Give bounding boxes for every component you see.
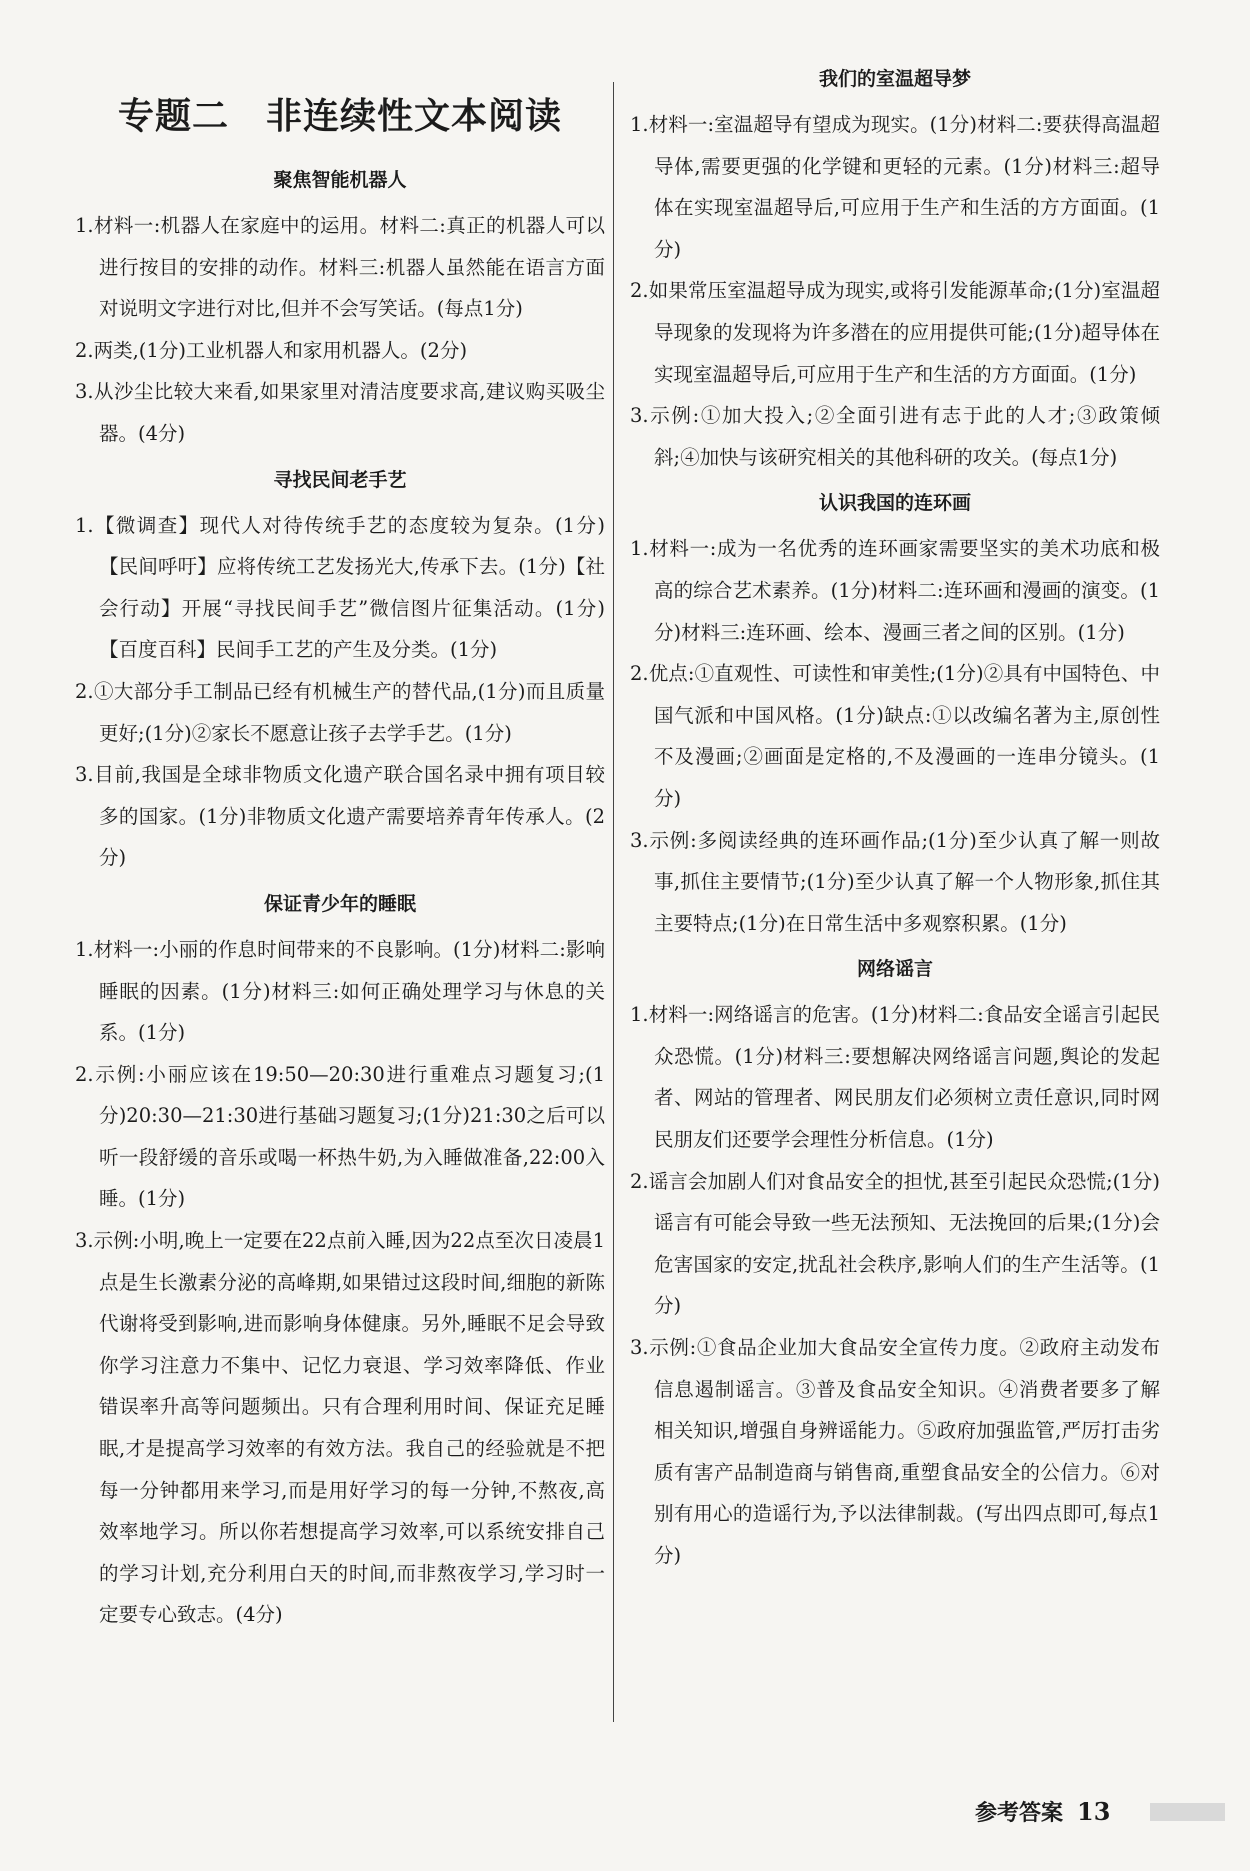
answer-item: 1.材料一:网络谣言的危害。(1分)材料二:食品安全谣言引起民众恐慌。(1分)材料三:要想解决网络谣言问题,舆论的发起者、网站的管理者、网民朋友们必须树立责任意识,同时网民朋友们还要学会理性分析信息。(1分) <box>630 1003 1160 1152</box>
answer-item: 3.示例:①食品企业加大食品安全宣传力度。②政府主动发布信息遏制谣言。③普及食品安全知识。④消费者要多了解相关知识,增强自身辨谣能力。⑤政府加强监管,严厉打击劣质有害产品制造商与销售商,重塑食品安全的公信力。⑥对别有用心的造谣行为,予以法律制裁。(写出四点即可,每点1分) <box>630 1336 1160 1567</box>
left-sections <box>75 161 605 1636</box>
answer-item: 1.材料一:成为一名优秀的连环画家需要坚实的美术功底和极高的综合艺术素养。(1分)材料二:连环画和漫画的演变。(1分)材料三:连环画、绘本、漫画三者之间的区别。(1分) <box>630 537 1160 644</box>
answer-item: 3.示例:多阅读经典的连环画作品;(1分)至少认真了解一则故事,抓住主要情节;(1分)至少认真了解一个人物形象,抓住其主要特点;(1分)在日常生活中多观察积累。(1分) <box>630 828 1160 935</box>
answer-item: 1.材料一:机器人在家庭中的运用。材料二:真正的机器人可以进行按目的安排的动作。材料三:机器人虽然能在语言方面对说明文字进行对比,但并不会写笑话。(每点1分) <box>75 214 605 321</box>
column-divider <box>613 82 614 1722</box>
answer-item: 3.示例:①加大投入;②全面引进有志于此的人才;③政策倾斜;④加快与该研究相关的其他科研的攻关。(每点1分) <box>630 404 1160 469</box>
page-title: 专题二 非连续性文本阅读 <box>117 96 562 137</box>
footer-decoration <box>1150 1803 1225 1821</box>
section-title: 网络谣言 <box>856 958 933 981</box>
answer-item: 2.优点:①直观性、可读性和审美性;(1分)②具有中国特色、中国气派和中国风格。(1分)缺点:①以改编名著为主,原创性不及漫画;②画面是定格的,不及漫画的一连串分镜头。(1分) <box>630 662 1160 810</box>
page-number: 13 <box>1077 1797 1111 1826</box>
answer-item: 2.如果常压室温超导成为现实,或将引发能源革命;(1分)室温超导现象的发现将为许多潜在的应用提供可能;(1分)超导体在实现室温超导后,可应用于生产和生活的方方面面。(1分) <box>630 279 1160 386</box>
section-title: 寻找民间老手艺 <box>273 468 407 491</box>
answer-item: 2.示例:小丽应该在19:50—20:30进行重难点习题复习;(1分)20:30—21:30进行基础习题复习;(1分)21:30之后可以听一段舒缓的音乐或喝一杯热牛奶,为入睡做准备,22:00入睡。(1分) <box>75 1062 605 1211</box>
answer-item: 2.两类,(1分)工业机器人和家用机器人。(2分) <box>75 338 468 362</box>
answer-item: 2.谣言会加剧人们对食品安全的担忧,甚至引起民众恐慌;(1分)谣言有可能会导致一些无法预知、无法挽回的后果;(1分)会危害国家的安定,扰乱社会秩序,影响人们的生产生活等。(1分) <box>630 1169 1160 1318</box>
answer-item: 1.材料一:室温超导有望成为现实。(1分)材料二:要获得高温超导体,需要更强的化学键和更轻的元素。(1分)材料三:超导体在实现室温超导后,可应用于生产和生活的方方面面。(1分) <box>630 113 1160 261</box>
right-column <box>630 60 1160 1577</box>
answer-item: 3.目前,我国是全球非物质文化遗产联合国名录中拥有项目较多的国家。(1分)非物质文化遗产需要培养青年传承人。(2分) <box>75 763 605 870</box>
answer-item: 1.材料一:小丽的作息时间带来的不良影响。(1分)材料二:影响睡眠的因素。(1分)材料三:如何正确处理学习与休息的关系。(1分) <box>75 937 605 1045</box>
answer-item: 3.示例:小明,晚上一定要在22点前入睡,因为22点至次日凌晨1点是生长激素分泌的高峰期,如果错过这段时间,细胞的新陈代谢将受到影响,进而影响身体健康。另外,睡眠不足会导致你学习注意力不集中、记忆力衰退、学习效率降低、作业错误率升高等问题频出。只有合理利用时间、保证充足睡眠,才是提高学习效率的有效方法。我自己的经验就是不把每一分钟都用来学习,而是用好学习的每一分钟,不熬夜,高效率地学习。所以你若想提高学习效率,可以系统安排自己的学习计划,充分利用白天的时间,而非熬夜学习,学习时一定要专心致志。(4分) <box>75 1229 605 1627</box>
section-title: 认识我国的连环画 <box>818 492 971 515</box>
page-footer <box>975 1796 1110 1827</box>
answer-item: 3.从沙尘比较大来看,如果家里对清洁度要求高,建议购买吸尘器。(4分) <box>75 380 605 445</box>
right-sections <box>630 60 1160 1577</box>
answer-item: 2.①大部分手工制品已经有机械生产的替代品,(1分)而且质量更好;(1分)②家长不愿意让孩子去学手艺。(1分) <box>75 679 605 745</box>
answer-item: 1.【微调查】现代人对待传统手艺的态度较为复杂。(1分)【民间呼吁】应将传统工艺发扬光大,传承下去。(1分)【社会行动】开展“寻找民间手艺”微信图片征集活动。(1分)【百度百科】民间手工艺的产生及分类。(1分) <box>75 513 605 662</box>
section-title: 我们的室温超导梦 <box>818 68 971 90</box>
section-title: 聚焦智能机器人 <box>273 169 407 191</box>
left-column <box>75 60 605 1636</box>
section-title: 保证青少年的睡眠 <box>263 892 416 915</box>
footer-label: 参考答案 <box>975 1801 1064 1826</box>
